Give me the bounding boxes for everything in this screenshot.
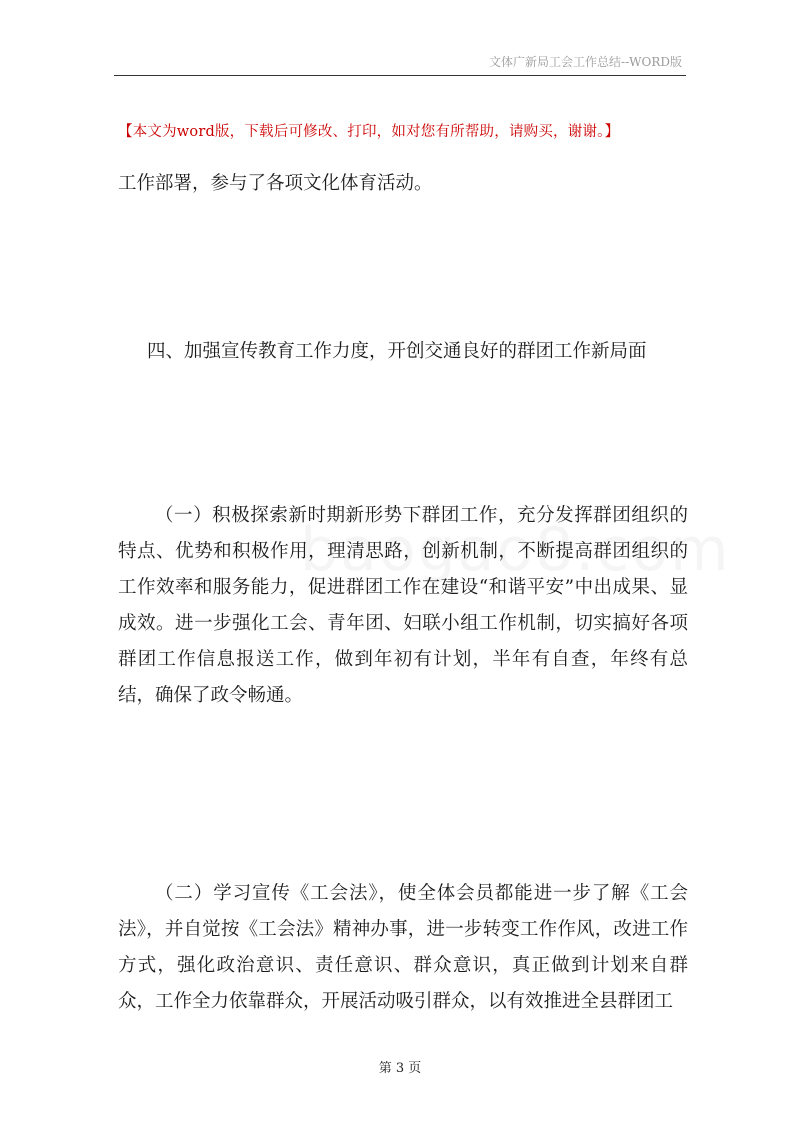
page-number: 第 3 页 <box>378 1061 422 1076</box>
section-heading: 四、加强宣传教育工作力度，开创交通良好的群团工作新局面 <box>147 341 647 362</box>
document-header-title: 文体广新局工会工作总结--WORD版 <box>489 55 682 69</box>
download-notice: 【本文为word版，下载后可修改、打印，如对您有所帮助，请购买，谢谢。】 <box>118 124 620 140</box>
continuation-text: 工作部署，参与了各项文化体育活动。 <box>118 173 433 194</box>
paragraph-two: （二）学习宣传《工会法》，使全体会员都能进一步了解《工会法》，并自觉按《工会法》精神办事，进一步转变工作作风，改进工作方式，强化政治意识、责任意识、群众意识，真正做到计划来自群众，工作全力依靠群众，开展活动吸引群众，以有效推进全县群团工 <box>118 883 688 1012</box>
paragraph-one: （一）积极探索新时期新形势下群团工作，充分发挥群团组织的特点、优势和积极作用，理清思路，创新机制，不断提高群团组织的工作效率和服务能力，促进群团工作在建设“和谐平安”中出成果、显成效。进一步强化工会、青年团、妇联小组工作机制，切实搞好各项群团工作信息报送工作，做到年初有计划，半年有自查，年终有总结，确保了政令畅通。 <box>118 505 688 706</box>
header-divider <box>114 75 686 76</box>
